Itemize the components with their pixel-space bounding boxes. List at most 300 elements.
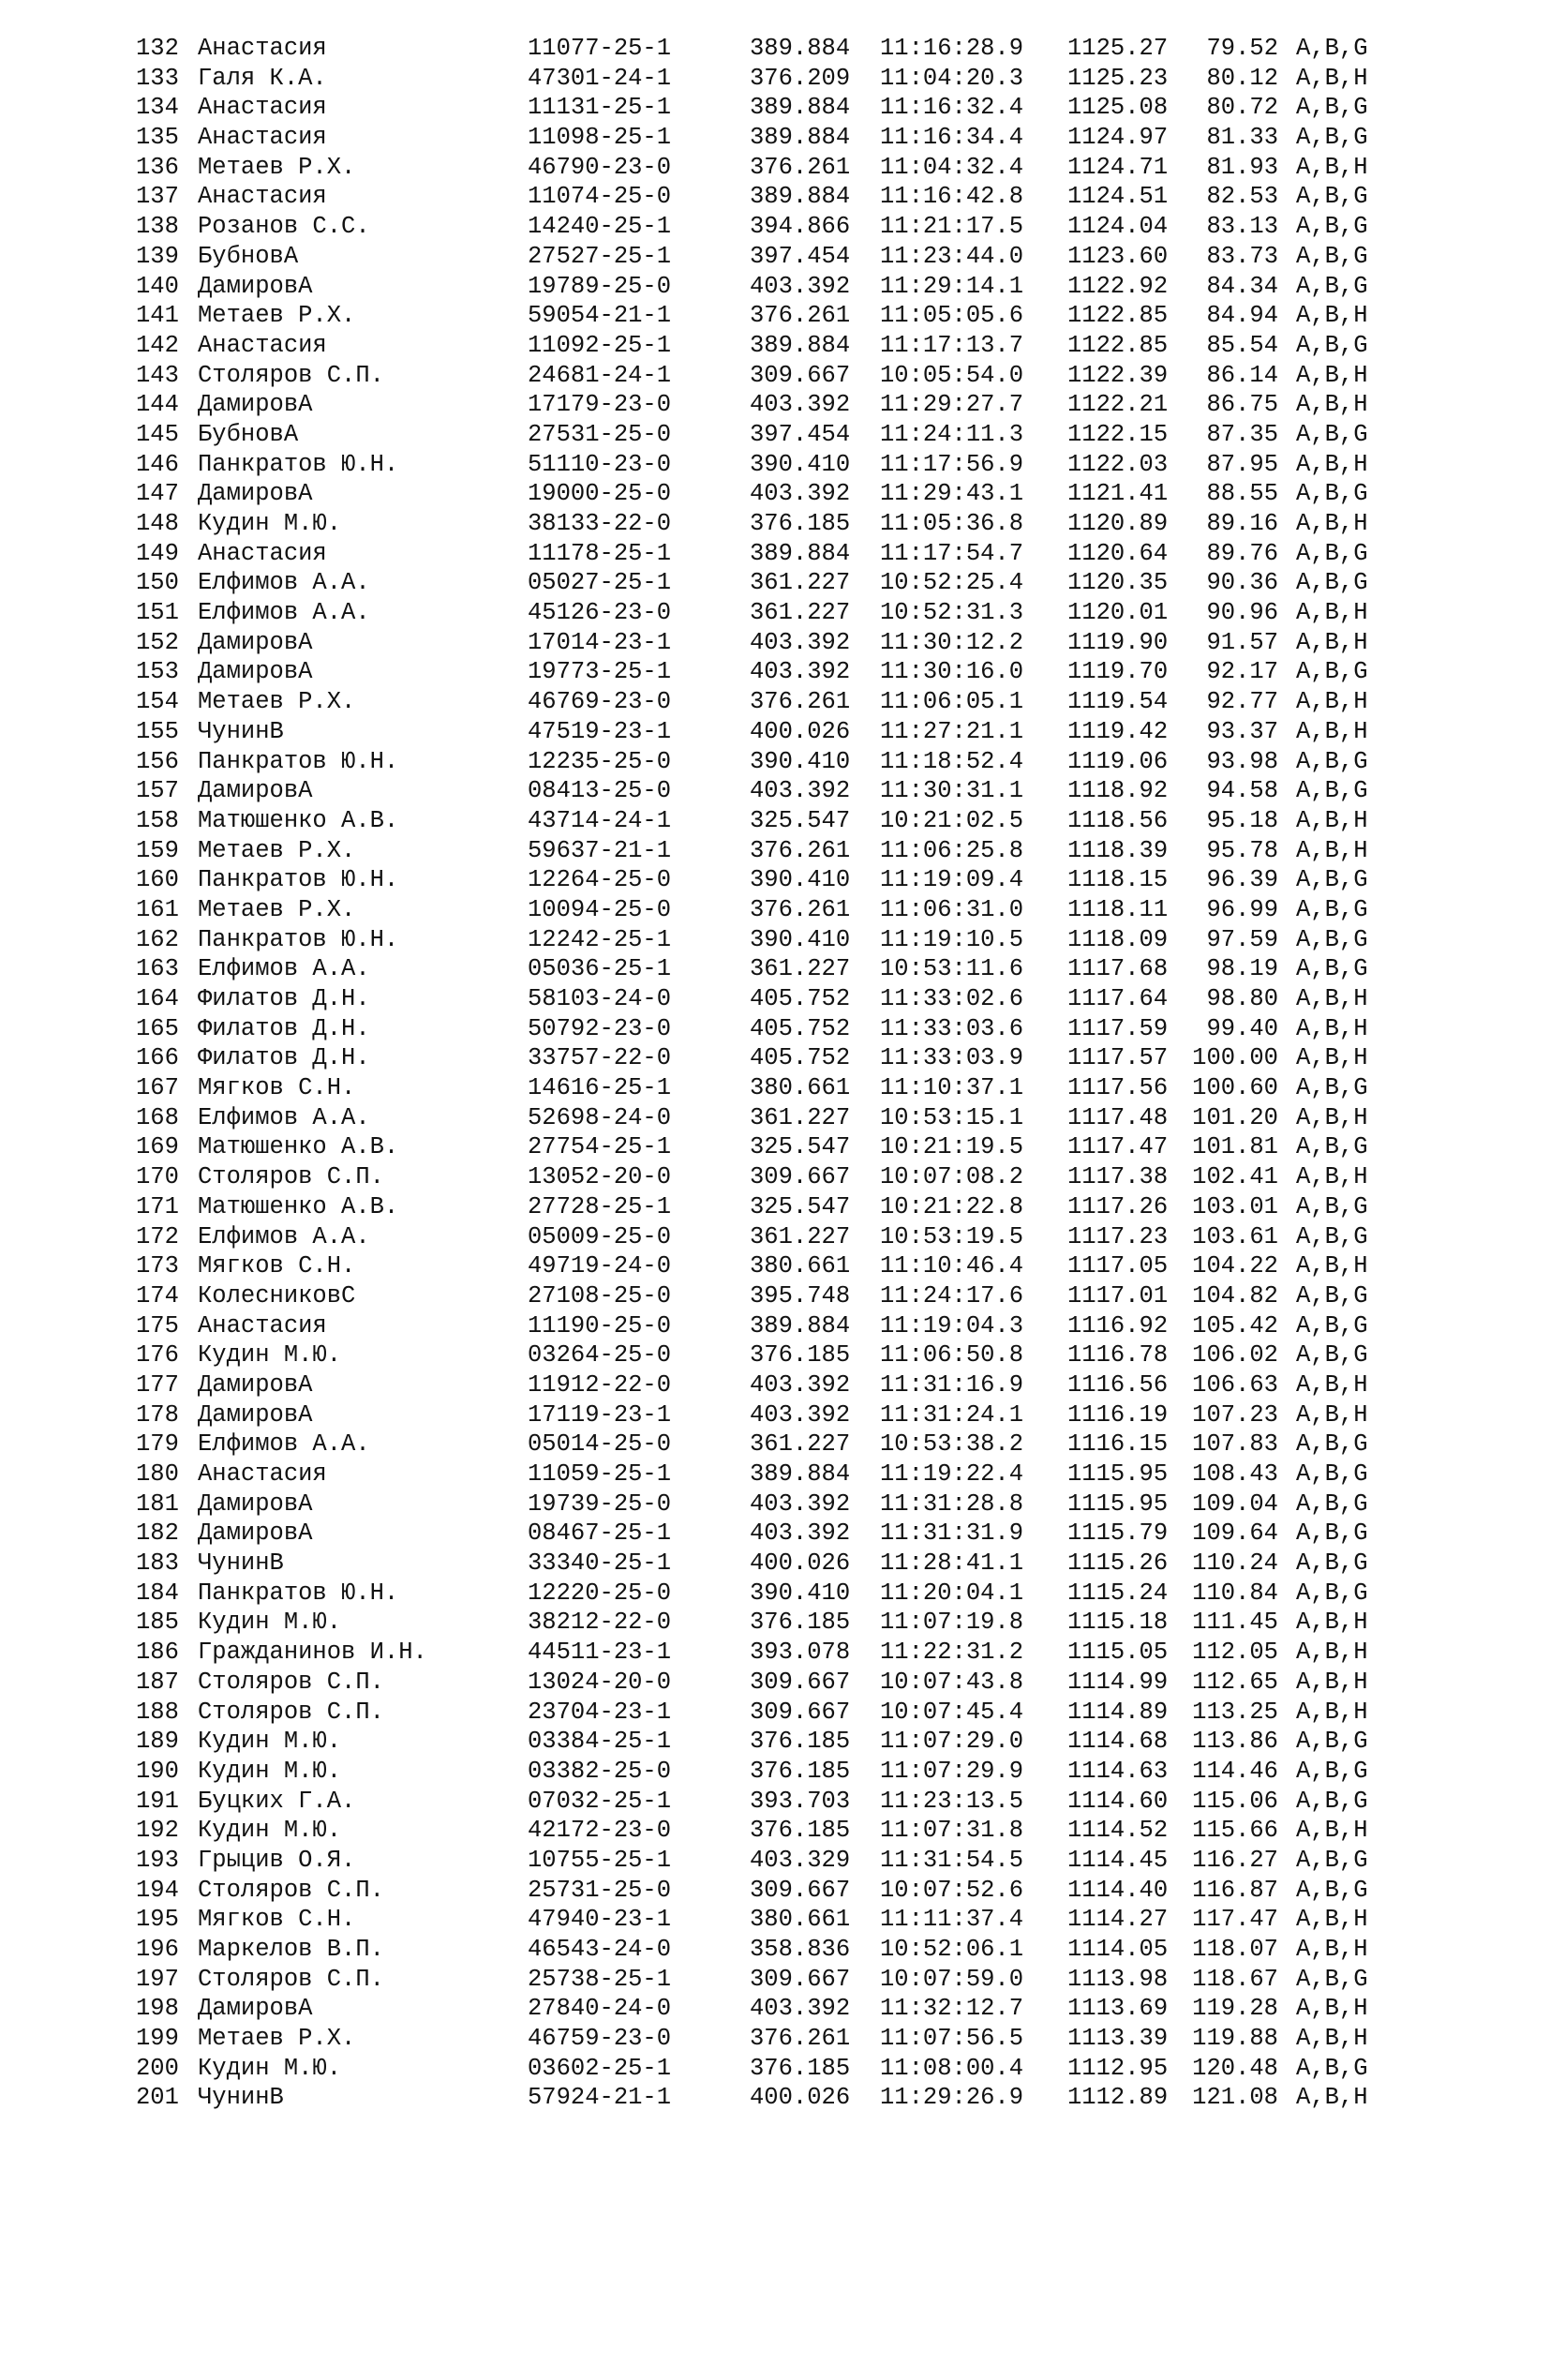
name-cell: Столяров С.П.: [198, 1965, 384, 1993]
speed-cell: 1117.01: [1067, 1281, 1169, 1310]
score-cell: 92.17: [1206, 658, 1278, 686]
place-cell: 179: [136, 1430, 179, 1459]
arrival-time-cell: 11:07:29.9: [880, 1757, 1024, 1785]
ring-id-cell: 11912-22-0: [528, 1370, 672, 1399]
arrival-time-cell: 11:29:43.1: [880, 480, 1024, 508]
place-cell: 136: [136, 153, 179, 181]
place-cell: 158: [136, 806, 179, 834]
arrival-time-cell: 11:20:04.1: [880, 1579, 1024, 1607]
score-cell: 112.65: [1192, 1668, 1278, 1696]
score-cell: 87.35: [1206, 420, 1278, 448]
distance-cell: 405.752: [750, 1014, 851, 1042]
table-row: [0, 1429, 1550, 1459]
table-row: [0, 598, 1550, 628]
name-cell: Матюшенко А.В.: [198, 806, 399, 834]
speed-cell: 1119.06: [1067, 747, 1169, 775]
ring-id-cell: 25738-25-1: [528, 1965, 672, 1993]
score-cell: 119.88: [1192, 2025, 1278, 2053]
score-cell: 119.28: [1192, 1995, 1278, 2023]
speed-cell: 1121.41: [1067, 480, 1169, 508]
distance-cell: 361.227: [750, 955, 851, 983]
place-cell: 154: [136, 688, 179, 716]
ring-id-cell: 05009-25-0: [528, 1222, 672, 1250]
distance-cell: 309.667: [750, 361, 851, 389]
table-row: [0, 1340, 1550, 1370]
score-cell: 107.23: [1192, 1400, 1278, 1429]
flags-cell: A,B,G: [1296, 1430, 1368, 1459]
name-cell: Мягков С.Н.: [198, 1252, 356, 1280]
distance-cell: 405.752: [750, 985, 851, 1012]
flags-cell: A,B,G: [1296, 747, 1368, 775]
score-cell: 118.07: [1192, 1936, 1278, 1963]
arrival-time-cell: 11:05:05.6: [880, 302, 1024, 330]
table-row: [0, 182, 1550, 212]
arrival-time-cell: 11:07:29.0: [880, 1728, 1024, 1756]
flags-cell: A,B,G: [1296, 1965, 1368, 1993]
place-cell: 194: [136, 1876, 179, 1904]
place-cell: 132: [136, 35, 179, 62]
arrival-time-cell: 11:07:31.8: [880, 1817, 1024, 1845]
arrival-time-cell: 11:07:56.5: [880, 2025, 1024, 2053]
name-cell: Кудин М.Ю.: [198, 1817, 342, 1845]
arrival-time-cell: 11:19:09.4: [880, 866, 1024, 894]
speed-cell: 1113.69: [1067, 1995, 1169, 2023]
ring-id-cell: 03264-25-0: [528, 1341, 672, 1370]
ring-id-cell: 27754-25-1: [528, 1133, 672, 1161]
flags-cell: A,B,G: [1296, 1846, 1368, 1874]
score-cell: 109.04: [1192, 1489, 1278, 1518]
arrival-time-cell: 11:17:54.7: [880, 539, 1024, 567]
name-cell: Метаев Р.Х.: [198, 688, 356, 716]
arrival-time-cell: 10:52:31.3: [880, 599, 1024, 627]
distance-cell: 403.392: [750, 1995, 851, 2023]
flags-cell: A,B,H: [1296, 985, 1368, 1012]
ring-id-cell: 05027-25-1: [528, 569, 672, 597]
flags-cell: A,B,G: [1296, 213, 1368, 241]
place-cell: 164: [136, 985, 179, 1012]
name-cell: ЧунинВ: [198, 1549, 284, 1578]
place-cell: 145: [136, 420, 179, 448]
place-cell: 162: [136, 925, 179, 953]
ring-id-cell: 05036-25-1: [528, 955, 672, 983]
ring-id-cell: 59637-21-1: [528, 836, 672, 864]
arrival-time-cell: 11:06:50.8: [880, 1341, 1024, 1370]
flags-cell: A,B,G: [1296, 1489, 1368, 1518]
flags-cell: A,B,G: [1296, 925, 1368, 953]
name-cell: ДамировА: [198, 1370, 313, 1399]
ring-id-cell: 58103-24-0: [528, 985, 672, 1012]
ring-id-cell: 14240-25-1: [528, 213, 672, 241]
ring-id-cell: 44511-23-1: [528, 1639, 672, 1667]
ring-id-cell: 07032-25-1: [528, 1787, 672, 1815]
place-cell: 177: [136, 1370, 179, 1399]
score-cell: 83.73: [1206, 242, 1278, 270]
distance-cell: 380.661: [750, 1074, 851, 1102]
distance-cell: 390.410: [750, 1579, 851, 1607]
name-cell: ЧунинВ: [198, 2084, 284, 2112]
arrival-time-cell: 11:16:42.8: [880, 183, 1024, 211]
place-cell: 139: [136, 242, 179, 270]
place-cell: 171: [136, 1192, 179, 1220]
speed-cell: 1125.23: [1067, 64, 1169, 92]
ring-id-cell: 12264-25-0: [528, 866, 672, 894]
arrival-time-cell: 11:16:32.4: [880, 94, 1024, 122]
name-cell: Метаев Р.Х.: [198, 153, 356, 181]
name-cell: Кудин М.Ю.: [198, 1728, 342, 1756]
arrival-time-cell: 11:21:17.5: [880, 213, 1024, 241]
table-row: [0, 1668, 1550, 1698]
arrival-time-cell: 11:31:16.9: [880, 1370, 1024, 1399]
table-row: [0, 1816, 1550, 1846]
speed-cell: 1112.95: [1067, 2054, 1169, 2082]
flags-cell: A,B,H: [1296, 836, 1368, 864]
table-row: [0, 301, 1550, 331]
flags-cell: A,B,H: [1296, 1400, 1368, 1429]
name-cell: БубновА: [198, 420, 299, 448]
speed-cell: 1114.60: [1067, 1787, 1169, 1815]
name-cell: ДамировА: [198, 391, 313, 419]
flags-cell: A,B,G: [1296, 420, 1368, 448]
score-cell: 107.83: [1192, 1430, 1278, 1459]
ring-id-cell: 46759-23-0: [528, 2025, 672, 2053]
ring-id-cell: 27840-24-0: [528, 1995, 672, 2023]
speed-cell: 1117.26: [1067, 1192, 1169, 1220]
speed-cell: 1122.92: [1067, 272, 1169, 300]
ring-id-cell: 49719-24-0: [528, 1252, 672, 1280]
speed-cell: 1119.90: [1067, 628, 1169, 656]
arrival-time-cell: 11:19:04.3: [880, 1311, 1024, 1340]
flags-cell: A,B,H: [1296, 1370, 1368, 1399]
score-cell: 88.55: [1206, 480, 1278, 508]
distance-cell: 403.392: [750, 1489, 851, 1518]
table-row: [0, 450, 1550, 480]
table-row: [0, 1846, 1550, 1876]
flags-cell: A,B,G: [1296, 1579, 1368, 1607]
table-row: [0, 34, 1550, 64]
name-cell: Панкратов Ю.Н.: [198, 450, 399, 478]
ring-id-cell: 14616-25-1: [528, 1074, 672, 1102]
arrival-time-cell: 10:07:43.8: [880, 1668, 1024, 1696]
score-cell: 97.59: [1206, 925, 1278, 953]
name-cell: Столяров С.П.: [198, 361, 384, 389]
place-cell: 163: [136, 955, 179, 983]
table-row: [0, 1638, 1550, 1668]
speed-cell: 1115.79: [1067, 1519, 1169, 1548]
arrival-time-cell: 11:29:14.1: [880, 272, 1024, 300]
arrival-time-cell: 11:10:37.1: [880, 1074, 1024, 1102]
speed-cell: 1124.51: [1067, 183, 1169, 211]
arrival-time-cell: 11:17:56.9: [880, 450, 1024, 478]
flags-cell: A,B,G: [1296, 124, 1368, 152]
name-cell: Анастасия: [198, 331, 327, 359]
name-cell: Анастасия: [198, 1460, 327, 1488]
score-cell: 117.47: [1192, 1906, 1278, 1934]
ring-id-cell: 08467-25-1: [528, 1519, 672, 1548]
place-cell: 193: [136, 1846, 179, 1874]
name-cell: Панкратов Ю.Н.: [198, 747, 399, 775]
name-cell: Мягков С.Н.: [198, 1074, 356, 1102]
speed-cell: 1117.05: [1067, 1252, 1169, 1280]
arrival-time-cell: 11:22:31.2: [880, 1639, 1024, 1667]
place-cell: 178: [136, 1400, 179, 1429]
ring-id-cell: 03384-25-1: [528, 1728, 672, 1756]
distance-cell: 390.410: [750, 450, 851, 478]
ring-id-cell: 23704-23-1: [528, 1698, 672, 1726]
ring-id-cell: 27531-25-0: [528, 420, 672, 448]
table-row: [0, 1489, 1550, 1519]
speed-cell: 1122.03: [1067, 450, 1169, 478]
arrival-time-cell: 11:33:02.6: [880, 985, 1024, 1012]
place-cell: 150: [136, 569, 179, 597]
ring-id-cell: 10755-25-1: [528, 1846, 672, 1874]
flags-cell: A,B,G: [1296, 35, 1368, 62]
speed-cell: 1118.11: [1067, 895, 1169, 923]
score-cell: 90.36: [1206, 569, 1278, 597]
flags-cell: A,B,H: [1296, 302, 1368, 330]
distance-cell: 400.026: [750, 717, 851, 745]
place-cell: 183: [136, 1549, 179, 1578]
speed-cell: 1118.15: [1067, 866, 1169, 894]
arrival-time-cell: 10:53:38.2: [880, 1430, 1024, 1459]
table-row: [0, 93, 1550, 123]
distance-cell: 389.884: [750, 35, 851, 62]
score-cell: 116.87: [1192, 1876, 1278, 1904]
ring-id-cell: 43714-24-1: [528, 806, 672, 834]
flags-cell: A,B,G: [1296, 1757, 1368, 1785]
table-row: [0, 925, 1550, 955]
distance-cell: 389.884: [750, 331, 851, 359]
table-row: [0, 390, 1550, 420]
distance-cell: 325.547: [750, 1133, 851, 1161]
speed-cell: 1118.92: [1067, 777, 1169, 805]
arrival-time-cell: 10:07:59.0: [880, 1965, 1024, 1993]
table-row: [0, 1994, 1550, 2024]
name-cell: Маркелов В.П.: [198, 1936, 384, 1963]
table-row: [0, 1281, 1550, 1311]
ring-id-cell: 25731-25-0: [528, 1876, 672, 1904]
score-cell: 90.96: [1206, 599, 1278, 627]
flags-cell: A,B,H: [1296, 153, 1368, 181]
ring-id-cell: 11098-25-1: [528, 124, 672, 152]
arrival-time-cell: 11:06:31.0: [880, 895, 1024, 923]
distance-cell: 376.209: [750, 64, 851, 92]
arrival-time-cell: 11:10:46.4: [880, 1252, 1024, 1280]
score-cell: 100.60: [1192, 1074, 1278, 1102]
name-cell: Филатов Д.Н.: [198, 985, 370, 1012]
speed-cell: 1124.97: [1067, 124, 1169, 152]
speed-cell: 1119.54: [1067, 688, 1169, 716]
table-row: [0, 123, 1550, 153]
speed-cell: 1113.39: [1067, 2025, 1169, 2053]
name-cell: ДамировА: [198, 628, 313, 656]
flags-cell: A,B,H: [1296, 391, 1368, 419]
place-cell: 174: [136, 1281, 179, 1310]
arrival-time-cell: 11:30:31.1: [880, 777, 1024, 805]
place-cell: 180: [136, 1460, 179, 1488]
flags-cell: A,B,G: [1296, 94, 1368, 122]
distance-cell: 390.410: [750, 925, 851, 953]
speed-cell: 1117.23: [1067, 1222, 1169, 1250]
table-row: [0, 1311, 1550, 1341]
speed-cell: 1118.39: [1067, 836, 1169, 864]
arrival-time-cell: 11:17:13.7: [880, 331, 1024, 359]
ring-id-cell: 27728-25-1: [528, 1192, 672, 1220]
score-cell: 101.81: [1192, 1133, 1278, 1161]
score-cell: 102.41: [1192, 1163, 1278, 1191]
distance-cell: 403.392: [750, 628, 851, 656]
distance-cell: 376.261: [750, 302, 851, 330]
distance-cell: 403.392: [750, 272, 851, 300]
speed-cell: 1115.05: [1067, 1639, 1169, 1667]
name-cell: Матюшенко А.В.: [198, 1192, 399, 1220]
table-row: [0, 776, 1550, 806]
arrival-time-cell: 10:53:11.6: [880, 955, 1024, 983]
distance-cell: 389.884: [750, 94, 851, 122]
name-cell: Филатов Д.Н.: [198, 1014, 370, 1042]
name-cell: Анастасия: [198, 94, 327, 122]
arrival-time-cell: 11:05:36.8: [880, 510, 1024, 537]
ring-id-cell: 11178-25-1: [528, 539, 672, 567]
name-cell: ДамировА: [198, 1400, 313, 1429]
distance-cell: 309.667: [750, 1965, 851, 1993]
score-cell: 114.46: [1192, 1757, 1278, 1785]
speed-cell: 1117.38: [1067, 1163, 1169, 1191]
speed-cell: 1114.99: [1067, 1668, 1169, 1696]
table-row: [0, 242, 1550, 272]
score-cell: 106.02: [1192, 1341, 1278, 1370]
name-cell: Розанов С.С.: [198, 213, 370, 241]
table-row: [0, 806, 1550, 836]
flags-cell: A,B,H: [1296, 1252, 1368, 1280]
place-cell: 187: [136, 1668, 179, 1696]
ring-id-cell: 17119-23-1: [528, 1400, 672, 1429]
ring-id-cell: 11092-25-1: [528, 331, 672, 359]
place-cell: 196: [136, 1936, 179, 1963]
ring-id-cell: 38212-22-0: [528, 1609, 672, 1637]
speed-cell: 1116.78: [1067, 1341, 1169, 1370]
name-cell: Столяров С.П.: [198, 1698, 384, 1726]
ring-id-cell: 11131-25-1: [528, 94, 672, 122]
distance-cell: 403.392: [750, 391, 851, 419]
ring-id-cell: 59054-21-1: [528, 302, 672, 330]
arrival-time-cell: 11:06:05.1: [880, 688, 1024, 716]
flags-cell: A,B,G: [1296, 480, 1368, 508]
distance-cell: 309.667: [750, 1876, 851, 1904]
distance-cell: 390.410: [750, 747, 851, 775]
distance-cell: 403.329: [750, 1846, 851, 1874]
flags-cell: A,B,H: [1296, 64, 1368, 92]
name-cell: Столяров С.П.: [198, 1876, 384, 1904]
score-cell: 95.18: [1206, 806, 1278, 834]
score-cell: 94.58: [1206, 777, 1278, 805]
score-cell: 110.24: [1192, 1549, 1278, 1578]
table-row: [0, 1519, 1550, 1549]
score-cell: 87.95: [1206, 450, 1278, 478]
distance-cell: 394.866: [750, 213, 851, 241]
name-cell: Кудин М.Ю.: [198, 510, 342, 537]
place-cell: 167: [136, 1074, 179, 1102]
ring-id-cell: 19739-25-0: [528, 1489, 672, 1518]
distance-cell: 325.547: [750, 1192, 851, 1220]
table-row: [0, 2083, 1550, 2113]
name-cell: Елфимов А.А.: [198, 1103, 370, 1131]
flags-cell: A,B,G: [1296, 1460, 1368, 1488]
table-row: [0, 1400, 1550, 1430]
table-row: [0, 1698, 1550, 1728]
table-row: [0, 717, 1550, 747]
arrival-time-cell: 11:30:12.2: [880, 628, 1024, 656]
speed-cell: 1114.40: [1067, 1876, 1169, 1904]
distance-cell: 393.703: [750, 1787, 851, 1815]
name-cell: Мягков С.Н.: [198, 1906, 356, 1934]
table-row: [0, 1162, 1550, 1192]
flags-cell: A,B,H: [1296, 1698, 1368, 1726]
speed-cell: 1116.92: [1067, 1311, 1169, 1340]
name-cell: Гражданинов И.Н.: [198, 1639, 427, 1667]
table-row: [0, 1073, 1550, 1103]
ring-id-cell: 03382-25-0: [528, 1757, 672, 1785]
flags-cell: A,B,H: [1296, 1668, 1368, 1696]
flags-cell: A,B,H: [1296, 628, 1368, 656]
flags-cell: A,B,H: [1296, 1103, 1368, 1131]
arrival-time-cell: 11:27:21.1: [880, 717, 1024, 745]
distance-cell: 358.836: [750, 1936, 851, 1963]
arrival-time-cell: 11:29:27.7: [880, 391, 1024, 419]
flags-cell: A,B,G: [1296, 866, 1368, 894]
name-cell: Елфимов А.А.: [198, 569, 370, 597]
arrival-time-cell: 11:31:24.1: [880, 1400, 1024, 1429]
flags-cell: A,B,G: [1296, 1074, 1368, 1102]
table-row: [0, 1876, 1550, 1906]
score-cell: 116.27: [1192, 1846, 1278, 1874]
speed-cell: 1117.48: [1067, 1103, 1169, 1131]
ring-id-cell: 27108-25-0: [528, 1281, 672, 1310]
distance-cell: 403.392: [750, 658, 851, 686]
name-cell: Метаев Р.Х.: [198, 836, 356, 864]
flags-cell: A,B,G: [1296, 183, 1368, 211]
flags-cell: A,B,G: [1296, 1876, 1368, 1904]
flags-cell: A,B,H: [1296, 450, 1368, 478]
name-cell: Метаев Р.Х.: [198, 895, 356, 923]
score-cell: 108.43: [1192, 1460, 1278, 1488]
score-cell: 113.86: [1192, 1728, 1278, 1756]
table-row: [0, 984, 1550, 1014]
place-cell: 144: [136, 391, 179, 419]
arrival-time-cell: 10:21:02.5: [880, 806, 1024, 834]
name-cell: ДамировА: [198, 1995, 313, 2023]
arrival-time-cell: 10:05:54.0: [880, 361, 1024, 389]
flags-cell: A,B,G: [1296, 955, 1368, 983]
distance-cell: 389.884: [750, 1460, 851, 1488]
name-cell: ДамировА: [198, 658, 313, 686]
score-cell: 95.78: [1206, 836, 1278, 864]
speed-cell: 1116.19: [1067, 1400, 1169, 1429]
ring-id-cell: 11190-25-0: [528, 1311, 672, 1340]
place-cell: 165: [136, 1014, 179, 1042]
score-cell: 96.99: [1206, 895, 1278, 923]
speed-cell: 1122.21: [1067, 391, 1169, 419]
arrival-time-cell: 11:11:37.4: [880, 1906, 1024, 1934]
name-cell: Анастасия: [198, 35, 327, 62]
ring-id-cell: 12220-25-0: [528, 1579, 672, 1607]
speed-cell: 1125.08: [1067, 94, 1169, 122]
place-cell: 173: [136, 1252, 179, 1280]
distance-cell: 376.261: [750, 688, 851, 716]
ring-id-cell: 51110-23-0: [528, 450, 672, 478]
name-cell: Елфимов А.А.: [198, 955, 370, 983]
distance-cell: 403.392: [750, 1400, 851, 1429]
flags-cell: A,B,G: [1296, 242, 1368, 270]
